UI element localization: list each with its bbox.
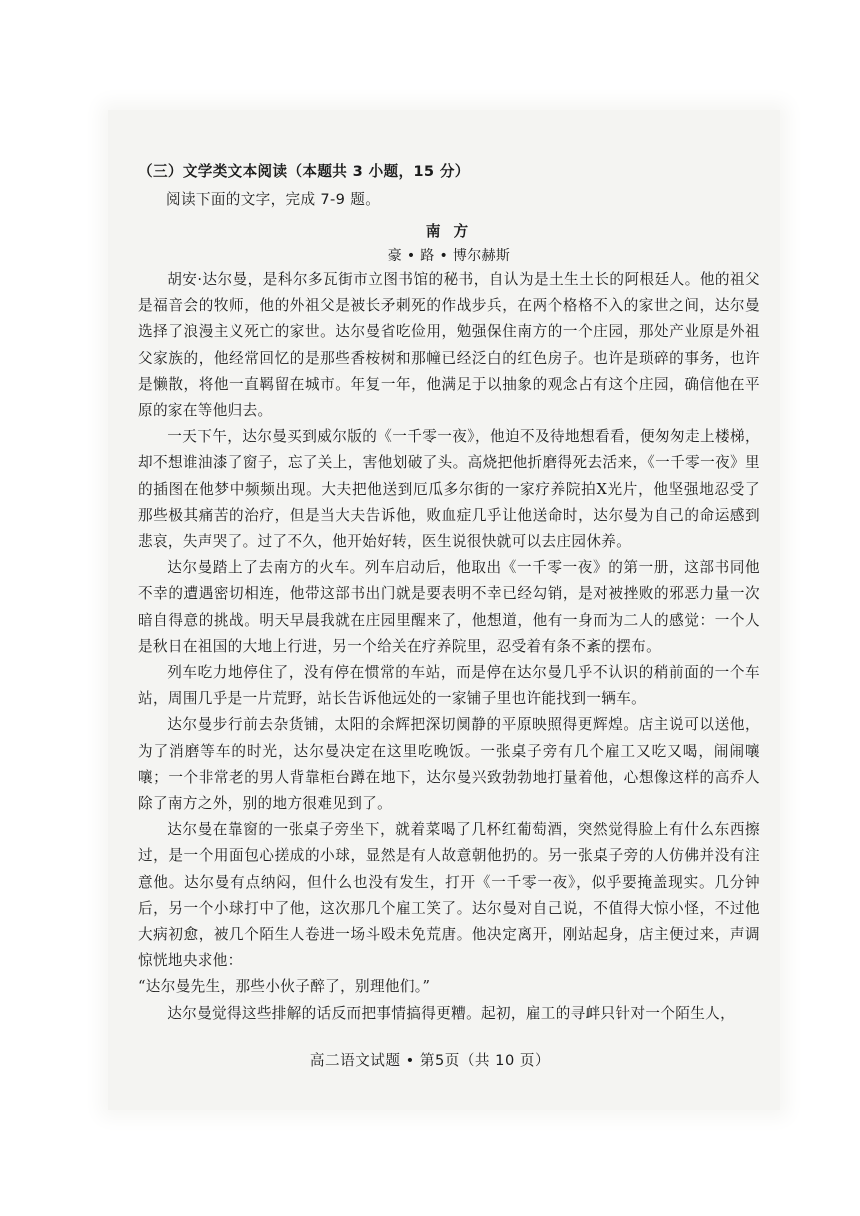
page-content xyxy=(138,161,760,1027)
story-title: 南 方 xyxy=(425,223,473,240)
story-dialogue: “达尔曼先生，那些小伙子醉了，别理他们。” xyxy=(138,978,431,996)
page-footer: 高二语文试题 • 第5页（共 10 页） xyxy=(309,1052,551,1069)
story-paragraph: 达尔曼觉得这些排解的话反而把事情搞得更糟。起初，雇工的寻衅只针对一个陌生人， xyxy=(167,1004,736,1022)
story-paragraph: 达尔曼踏上了去南方的火车。列车启动后，他取出《一千零一夜》的第一册，这部书同他不幸的遭遇密切相连，他带这部书出门就是要表明不幸已经勾销，是对被挫败的邪恶力量一次暗自得意的挑战。明天早晨我就在庄园里醒来了，他想道，他有一身而为二人的感觉：一个人是秋日在祖国的大地上行进，另一个给关在疗养院里，忍受着有条不紊的摆布。 xyxy=(138,559,760,655)
story-paragraph: 达尔曼步行前去杂货铺，太阳的余辉把深切阒静的平原映照得更辉煌。店主说可以送他，为了消磨等车的时光，达尔曼决定在这里吃晚饭。一张桌子旁有几个雇工又吃又喝，闹闹嚷嚷；一个非常老的男人背靠柜台蹲在地下，达尔曼兴致勃勃地打量着他，心想像这样的高乔人除了南方之外，别的地方很难见到了。 xyxy=(138,716,760,813)
story-paragraph: 一天下午，达尔曼买到威尔版的《一千零一夜》，他迫不及待地想看看，便匆匆走上楼梯，却不想谁油漆了窗子，忘了关上，害他划破了头。高烧把他折磨得死去活来，《一千零一夜》里的插图在他梦中频频出现。大夫把他送到厄瓜多尔街的一家疗养院拍X光片，他坚强地忍受了那些极其痛苦的治疗，但是当大夫告诉他，败血症几乎让他送命时，达尔曼为自己的命运感到悲哀，失声哭了。过了不久，他开始好转，医生说很快就可以去庄园休养。 xyxy=(138,428,760,551)
reading-instruction: 阅读下面的文字，完成 7-9 题。 xyxy=(166,191,381,208)
story-paragraph: 列车吃力地停住了，没有停在惯常的车站，而是停在达尔曼几乎不认识的稍前面的一个车站，周围几乎是一片荒野，站长告诉他远处的一家铺子里也许能找到一辆车。 xyxy=(138,664,760,708)
story-paragraph: 达尔曼在靠窗的一张桌子旁坐下，就着菜喝了几杯红葡萄酒，突然觉得脸上有什么东西擦过，是一个用面包心搓成的小球，显然是有人故意朝他扔的。另一张桌子旁的人仿佛并没有注意他。达尔曼有点纳闷，但什么也没有发生，打开《一千零一夜》，似乎要掩盖现实。几分钟后，另一个小球打中了他，这次那几个雇工笑了。达尔曼对自己说，不值得大惊小怪，不过他大病初愈，被几个陌生人卷进一场斗殴未免荒唐。他决定离开，刚站起身，店主便过来，声调惊恍地央求他： xyxy=(138,821,760,970)
section-heading: （三）文学类文本阅读（本题共 3 小题，15 分） xyxy=(138,163,470,180)
story-author: 豪 • 路 • 博尔赫斯 xyxy=(387,248,511,264)
story-paragraph: 胡安·达尔曼，是科尔多瓦街市立图书馆的秘书，自认为是土生土长的阿根廷人。他的祖父是福音会的牧师，他的外祖父是被长矛刺死的作战步兵，在两个格格不入的家世之间，达尔曼选择了浪漫主义死亡的家世。达尔曼省吃俭用，勉强保住南方的一个庄园，那处产业原是外祖父家族的，他经常回忆的是那些香桉树和那幢已经泛白的红色房子。也许是琐碎的事务，也许是懒散，将他一直羁留在城市。年复一年，他满足于以抽象的观念占有这个庄园，确信他在平原的家在等他归去。 xyxy=(138,271,760,420)
